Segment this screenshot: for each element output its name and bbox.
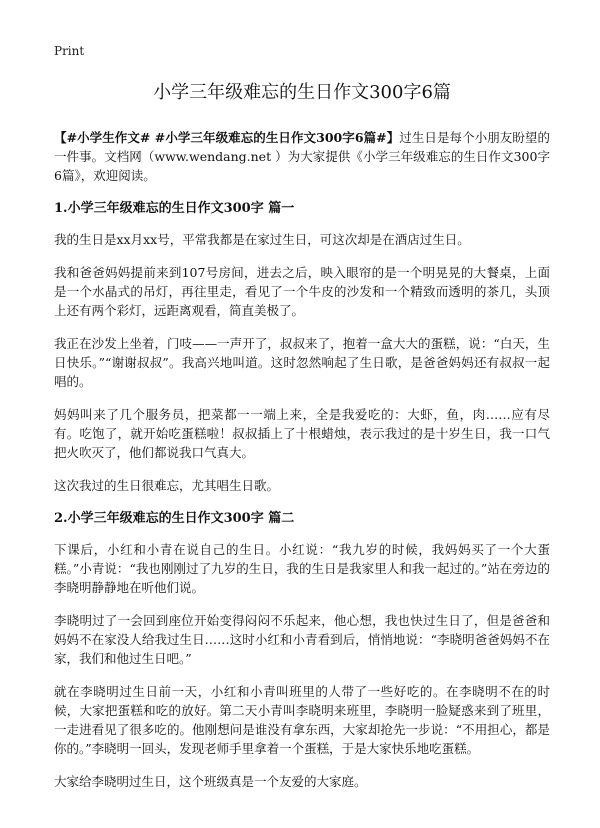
- print-label: Print: [54, 44, 85, 58]
- article-section-2: [54, 509, 550, 791]
- paragraph: 我的生日是xx月xx号，平常我都是在家过生日，可这次却是在酒店过生日。: [54, 232, 470, 247]
- section-heading: 1.小学三年级难忘的生日作文300字 篇一: [54, 201, 295, 216]
- paragraph: 我和爸爸妈妈提前来到107号房间，进去之后，映入眼帘的是一个明晃晃的大餐桌，上面是一个水晶式的吊灯，再往里走，看见了一个牛皮的沙发和一个精致而透明的茶几，头顶上还有两个彩灯，远距离观看，简直美极了。: [54, 265, 550, 318]
- paragraph: 我正在沙发上坐着，门吱——一声开了，叔叔来了，抱着一盒大大的蛋糕，说：“白天，生日快乐。”“谢谢叔叔”。我高兴地叫道。这时忽然响起了生日歌，是爸爸妈妈还有叔叔一起唱的。: [54, 336, 550, 389]
- section-heading: 2.小学三年级难忘的生日作文300字 篇二: [54, 511, 295, 526]
- paragraph: 大家给李晓明过生日，这个班级真是一个友爱的大家庭。: [54, 774, 367, 789]
- paragraph: 妈妈叫来了几个服务员，把菜都一一端上来，全是我爱吃的：大虾，鱼，肉……应有尽有。吃饱了，就开始吃蛋糕啦！叔叔插上了十根蜡烛，表示我过的是十岁生日，我一口气把火吹灭了，他们都说我口气真大。: [54, 407, 550, 460]
- article-section-1: [54, 199, 550, 495]
- intro-paragraph: [54, 128, 550, 185]
- paragraph: 下课后，小红和小青在说自己的生日。小红说：“我九岁的时候，我妈妈买了一个大蛋糕。”小青说：“我也刚刚过了九岁的生日，我的生日是我家里人和我一起过的。”站在旁边的李晓明静静地在听他们说。: [54, 542, 550, 595]
- paragraph: 就在李晓明过生日前一天，小红和小青叫班里的人带了一些好吃的。在李晓明不在的时候，大家把蛋糕和吃的放好。第二天小青叫李晓明来班里，李晓明一脸疑惑来到了班里，一走进看见了很多吃的。他刚想问是谁没有拿东西，大家却抢先一步说：“不用担心，都是你的。”李晓明一回头，发现老师手里拿着一个蛋糕，于是大家快乐地吃蛋糕。: [54, 684, 550, 756]
- intro-text: 过生日是每个小朋友盼望的一件事。文档网（www.wendang.net ）为大家提供《小学三年级难忘的生日作文300字6篇》，欢迎阅读。: [54, 130, 550, 183]
- document-title: 小学三年级难忘的生日作文300字6篇: [153, 82, 451, 103]
- paragraph: 这次我过的生日很难忘，尤其唱生日歌。: [54, 478, 280, 493]
- intro-tagline: 【#小学生作文# #小学三年级难忘的生日作文300字6篇#】: [54, 130, 400, 145]
- paragraph: 李晓明过了一会回到座位开始变得闷闷不乐起来，他心想，我也快过生日了，但是爸爸和妈妈不在家没人给我过生日……这时小红和小青看到后，悄悄地说：“李晓明爸爸妈妈不在家，我们和他过生日吧。”: [54, 613, 550, 666]
